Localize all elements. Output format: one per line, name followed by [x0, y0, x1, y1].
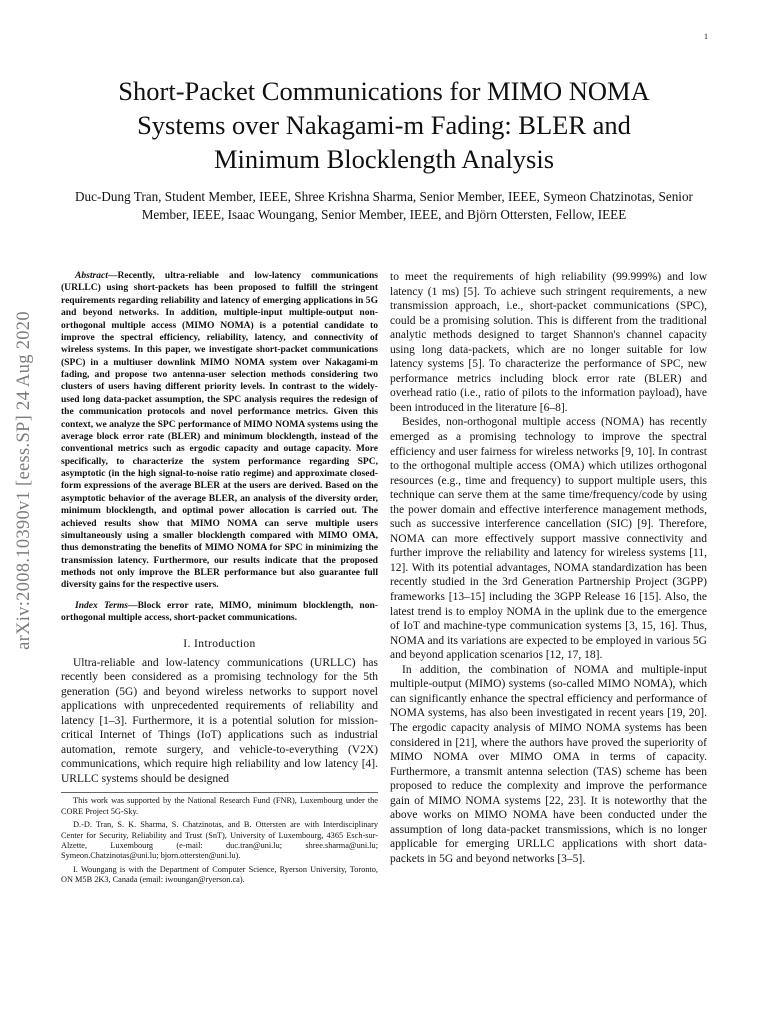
page-number: 1	[704, 32, 708, 41]
right-column	[390, 270, 707, 866]
intro-paragraph-2: to meet the requirements of high reliability (99.999%) and low latency (1 ms) [5]. To achieve such stringent requirements, a new transmission approach, i.e., short-packet communications (SPC), could be a promising solution. This is different from the traditional analytic methods designed to target Shannon's channel capacity using long data-packets, which are no longer suitable for low latency systems [5]. To characterize the performance of SPC, new performance metrics including block error rate (BLER) and overhead ratio (i.e., ratio of pilots to the information payload), have been introduced in the literature [6–8].	[390, 271, 707, 414]
index-terms-label: Index Terms	[75, 599, 129, 611]
title-line-3: Minimum Blocklength Analysis	[213, 144, 555, 174]
index-terms-text: —Block error rate, MIMO, minimum blocklength, non-orthogonal multiple access, short-packet communications.	[61, 599, 379, 624]
arxiv-stamp	[4, 260, 44, 700]
author-list: Duc-Dung Tran, Student Member, IEEE, Shree Krishna Sharma, Senior Member, IEEE, Symeon Chatzinotas, Senior Member, IEEE, Isaac Woungang, Senior Member, IEEE, and Björn Ottersten, Fellow, IEEE	[75, 189, 693, 222]
left-column	[61, 270, 378, 886]
footnote-affiliation-ryerson: I. Woungang is with the Department of Computer Science, Ryerson University, Toronto, ON M5B 2K3, Canada (email: iwoungan@ryerson.ca).	[61, 864, 378, 885]
index-terms	[61, 600, 378, 625]
intro-paragraph-4: In addition, the combination of NOMA and multiple-input multiple-output (MIMO) systems (so-called MIMO NOMA), which can significantly enhance the spectral efficiency and performance of NOMA systems, has also been investigated in recent years [19, 20]. The ergodic capacity analysis of MIMO NOMA systems has been considered in [21], where the authors have proved the superiority of MIMO NOMA over MIMO OMA in terms of capacity. Furthermore, a transmit antenna selection (TAS) scheme has been proposed to reduce the complexity and improve the performance gain of MIMO NOMA systems [22, 23]. It is noteworthy that the above works on MIMO NOMA have been conducted under the assumption of long data-packet transmissions, which is no longer applicable for emerging URLLC applications with short data-packets in 5G and beyond networks [3–5].	[390, 663, 707, 865]
footnote-funding: This work was supported by the National Research Fund (FNR), Luxembourg under the CORE Project 5G-Sky.	[61, 796, 378, 816]
section-heading-introduction: I. Introduction	[183, 637, 256, 650]
intro-paragraph-3: Besides, non-orthogonal multiple access (NOMA) has recently emerged as a promising technology to improve the spectral efficiency and user fairness for wireless networks [9, 10]. In contrast to the orthogonal multiple access (OMA) which utilizes orthogonal resources (e.g., time and frequency) to support multiple users, this technique can serve them at the same time/frequency/code by using the power domain and effective interference management methods, such as successive interference cancellation (SIC) [9]. Therefore, NOMA can more effectively support massive connectivity and further improve the reliability and latency for wireless systems [11, 12]. With its potential advantages, NOMA standardization has been recently studied in the 3rd Generation Partnership Project (3GPP) frameworks [13–15] including the 3GPP Release 16 [15]. Also, the latest trend is to employ NOMA in the uplink due to the emergence of IoT and machine-type communication systems [3, 15, 16]. Thus, NOMA and its variations are expected to be employed in various 5G and beyond application scenarios [12, 17, 18].	[390, 416, 707, 662]
footnote-affiliation-snt: D.-D. Tran, S. K. Sharma, S. Chatzinotas, and B. Ottersten are with Interdisciplinary Center for Security, Reliability and Trust (SnT), University of Luxembourg, 4365 Esch-sur-Alzette, Luxembourg (e-mail: duc.tran@uni.lu; shree.sharma@uni.lu; Symeon.Chatzinotas@uni.lu; bjorn.ottersten@uni.lu).	[61, 820, 378, 861]
arxiv-identifier: arXiv:2008.10390v1 [eess.SP] 24 Aug 2020	[13, 310, 34, 650]
abstract-text: —Recently, ultra-reliable and low-latency communications (URLLC) using short-packets has been proposed to fulfill the stringent requirements regarding reliability and latency of emerging applications in 5G and beyond networks. In addition, multiple-input multiple-output non-orthogonal multiple access (MIMO NOMA) is a potential candidate to improve the spectral efficiency, reliability, latency, and connectivity of wireless systems. In this paper, we investigate short-packet communications (SPC) in a multiuser downlink MIMO NOMA system over Nakagami-m fading, and propose two antenna-user selection methods considering two clusters of users having different priority levels. In contrast to the widely-used long data-packet assumption, the SPC analysis requires the redesign of the communication protocols and novel performance metrics. Given this context, we analyze the SPC performance of MIMO NOMA systems using the average block error rate (BLER) and minimum blocklength, instead of the conventional metrics such as ergodic capacity and outage capacity. More specifically, to characterize the system performance regarding SPC, asymptotic (in the high signal-to-noise ratio regime) and approximate closed-form expressions of the average BLER at the users are derived. Based on the asymptotic behavior of the average BLER, an analysis of the diversity order, minimum blocklength, and optimal power allocation is carried out. The achieved results show that MIMO NOMA can serve multiple users simultaneously using a smaller blocklength compared with MIMO OMA, thus demonstrating the benefits of MIMO NOMA for SPC in minimizing the transmission latency. Furthermore, our results indicate that the proposed methods not only improve the BLER performance but also guarantee full diversity gains for the respective users.	[61, 270, 378, 591]
abstract-label: Abstract	[75, 270, 108, 281]
title-line-1: Short-Packet Communications for MIMO NOMA	[118, 76, 650, 106]
title-line-2: Systems over Nakagami-m Fading: BLER and	[137, 110, 631, 140]
footnotes	[61, 792, 378, 885]
intro-paragraph-1: Ultra-reliable and low-latency communications (URLLC) has recently been considered as a promising technology for the 5th generation (5G) and beyond wireless networks to support novel applications with unprecedented requirements of reliability and latency [1–3]. Furthermore, it is a potential solution for mission-critical Internet of Things (IoT) applications such as industrial automation, remote surgery, and vehicle-to-everything (V2X) communications, which require high reliability and low latency [4]. URLLC systems should be designed	[61, 656, 378, 785]
paper-title	[60, 74, 708, 176]
abstract	[61, 270, 378, 592]
